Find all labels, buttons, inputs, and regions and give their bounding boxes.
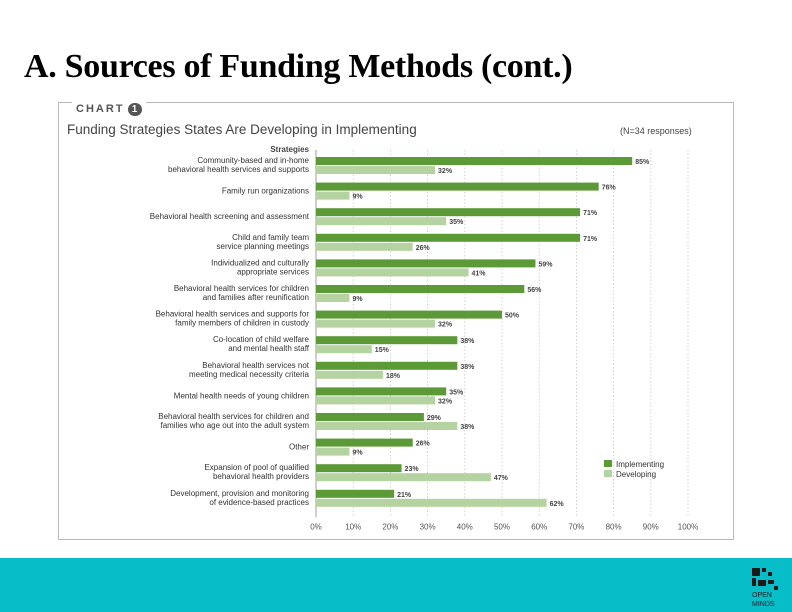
data-label: 26% <box>415 244 430 252</box>
category-label: Other <box>288 442 309 452</box>
data-label: 76% <box>601 184 616 192</box>
data-label: 47% <box>493 475 508 483</box>
category-label: family members of children in custody <box>175 318 309 328</box>
bar-implementing <box>316 387 446 395</box>
category-label: Behavioral health screening and assessment <box>149 212 309 222</box>
category-label: Mental health needs of young children <box>173 391 309 401</box>
bar-implementing <box>316 259 535 267</box>
data-label: 15% <box>374 347 389 355</box>
data-label: 38% <box>460 338 475 346</box>
category-label: Behavioral health services for children <box>173 284 309 293</box>
bar-implementing <box>316 311 502 319</box>
bar-developing <box>316 345 372 353</box>
slide-title: A. Sources of Funding Methods (cont.) <box>24 48 573 85</box>
category-label: appropriate services <box>236 267 309 277</box>
x-tick-label: 90% <box>642 522 659 532</box>
x-tick-label: 80% <box>605 522 622 532</box>
bar-developing <box>316 499 547 507</box>
bar-developing <box>316 473 491 481</box>
x-tick-label: 50% <box>493 522 511 532</box>
x-tick-label: 60% <box>531 522 548 532</box>
category-header: Strategies <box>270 145 309 154</box>
bar-implementing <box>316 157 632 165</box>
bar-implementing <box>316 208 580 216</box>
data-label: 38% <box>460 424 475 431</box>
category-label: families who age out into the adult system <box>160 421 309 430</box>
category-label: Family run organizations <box>221 186 309 196</box>
bar-implementing <box>316 439 413 447</box>
logo-text-line2: MINDS <box>752 601 775 608</box>
category-label: behavioral health services and supports <box>168 165 309 174</box>
open-minds-logo <box>750 566 782 608</box>
category-label: of evidence-based practices <box>209 497 309 507</box>
legend-label-developing: Developing <box>616 470 657 479</box>
x-tick-label: 0% <box>310 522 322 532</box>
data-label: 71% <box>583 210 598 218</box>
x-tick-label: 10% <box>345 522 362 532</box>
data-label: 62% <box>549 500 564 508</box>
chart-subtitle: (N=34 responses) <box>620 126 692 136</box>
bar-developing <box>316 217 446 225</box>
category-label: Individualized and culturally <box>211 258 309 268</box>
data-label: 9% <box>352 449 363 457</box>
data-label: 9% <box>352 296 363 303</box>
bar-developing <box>316 320 435 328</box>
chart-title: Funding Strategies States Are Developing in Implementing <box>67 122 417 137</box>
x-tick-label: 70% <box>568 522 585 532</box>
bar-developing <box>316 371 383 379</box>
data-label: 32% <box>438 168 453 175</box>
x-tick-label: 20% <box>382 522 399 532</box>
data-label: 18% <box>385 372 400 380</box>
data-label: 35% <box>449 389 464 397</box>
data-label: 29% <box>426 415 441 422</box>
bar-implementing <box>316 336 457 344</box>
category-label: Expansion of pool of qualified <box>204 463 309 473</box>
x-tick-label: 40% <box>456 522 473 532</box>
x-tick-label: 30% <box>419 522 436 532</box>
bar-developing <box>316 166 435 174</box>
category-label: Behavioral health services and supports for <box>155 309 309 319</box>
bar-implementing <box>316 285 524 293</box>
data-label: 50% <box>505 312 520 320</box>
bar-developing <box>316 243 413 251</box>
category-label: Child and family team <box>232 232 309 242</box>
bar-developing <box>316 192 349 200</box>
category-label: Behavioral health services for children and <box>158 412 309 421</box>
data-label: 85% <box>635 159 650 166</box>
category-label: Community-based and in-home <box>197 156 309 165</box>
category-label: Co-location of child welfare <box>212 335 309 345</box>
footer-band <box>0 558 792 612</box>
data-label: 32% <box>438 321 453 329</box>
data-label: 32% <box>438 398 453 406</box>
data-label: 9% <box>352 193 363 201</box>
category-label: Behavioral health services not <box>202 360 309 370</box>
data-label: 71% <box>583 235 598 243</box>
bar-developing <box>316 422 457 430</box>
bar-developing <box>316 294 349 302</box>
category-label: Development, provision and monitoring <box>170 488 309 498</box>
bar-implementing <box>316 413 424 421</box>
x-tick-label: 100% <box>677 522 699 532</box>
bar-implementing <box>316 362 457 370</box>
bar-implementing <box>316 464 402 472</box>
bar-implementing <box>316 234 580 242</box>
data-label: 21% <box>397 491 412 499</box>
category-label: and mental health staff <box>228 344 309 354</box>
category-label: meeting medical necessity criteria <box>188 369 309 379</box>
data-label: 41% <box>471 270 486 278</box>
data-label: 23% <box>404 466 419 474</box>
chart-badge-number: 1 <box>128 103 142 116</box>
legend-swatch-developing <box>604 470 612 477</box>
bar-developing <box>316 448 349 456</box>
data-label: 35% <box>449 219 464 227</box>
logo-text-line1: OPEN <box>752 592 772 599</box>
category-label: and families after reunification <box>202 293 309 302</box>
category-label: behavioral health providers <box>212 472 309 482</box>
legend-label-implementing: Implementing <box>616 460 665 469</box>
data-label: 56% <box>527 287 542 294</box>
bar-developing <box>316 396 435 404</box>
chart-badge-word: CHART <box>76 103 125 115</box>
bar-implementing <box>316 183 599 191</box>
data-label: 26% <box>415 440 430 448</box>
bar-implementing <box>316 490 394 498</box>
data-label: 59% <box>538 261 553 269</box>
data-label: 38% <box>460 363 475 371</box>
bar-developing <box>316 268 469 276</box>
legend-swatch-implementing <box>604 460 612 467</box>
category-label: service planning meetings <box>216 241 309 251</box>
